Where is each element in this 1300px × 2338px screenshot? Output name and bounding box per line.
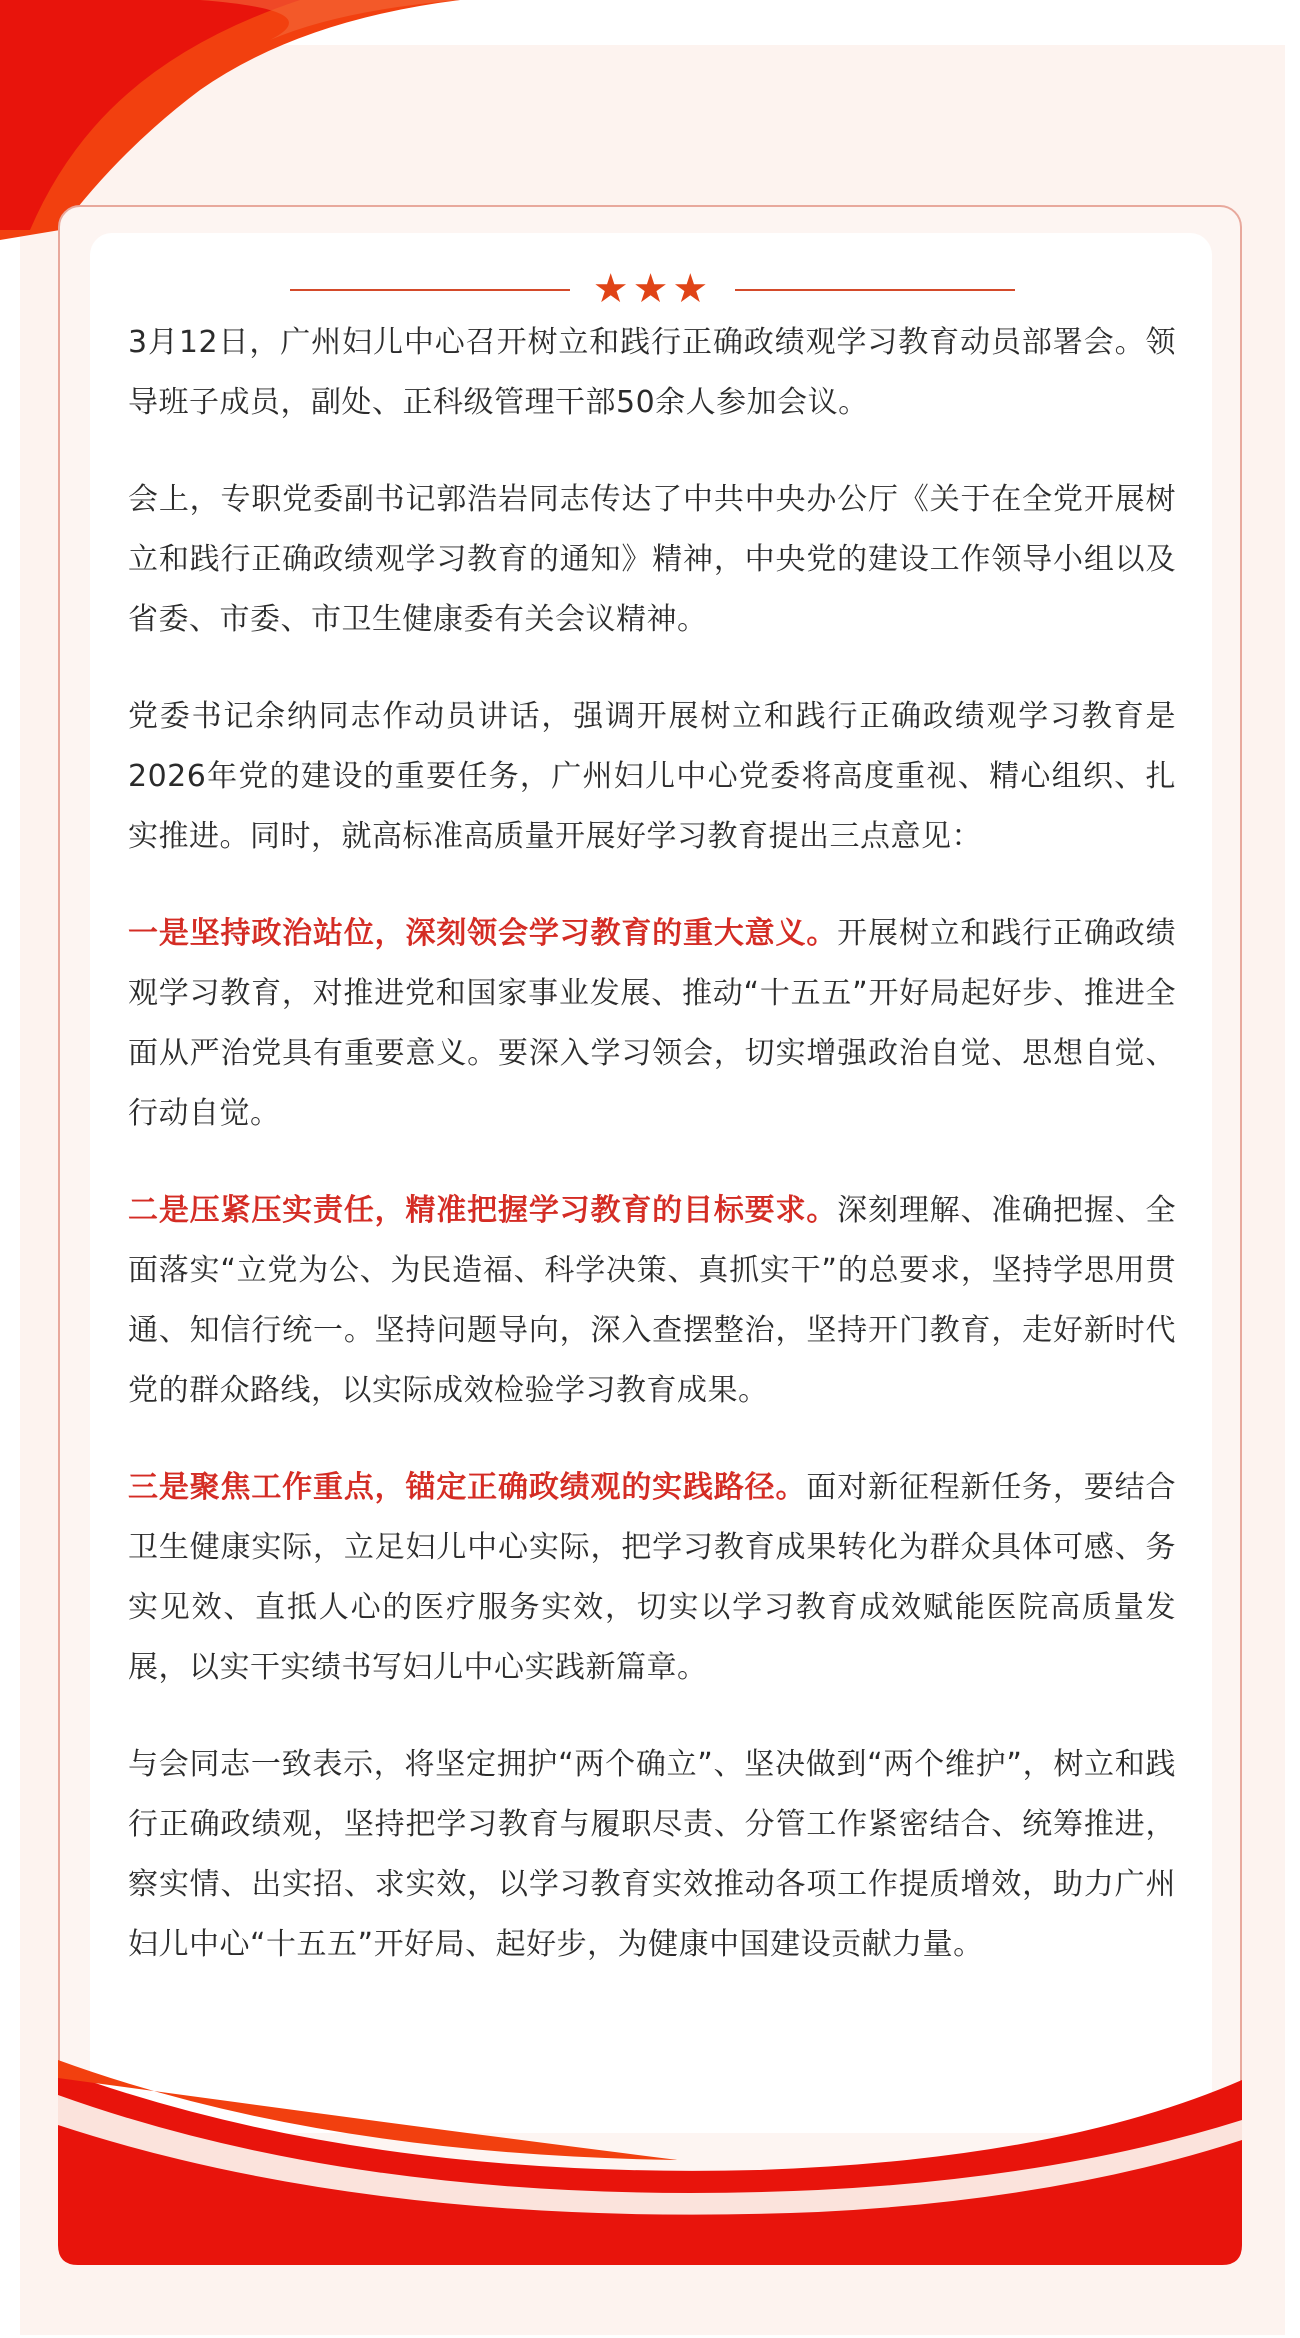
paragraph-2: 会上，专职党委副书记郭浩岩同志传达了中共中央办公厅《关于在全党开展树立和践行正确政绩观学习教育的通知》精神，中央党的建设工作领导小组以及省委、市委、市卫生健康委有关会议精神。: [128, 482, 1176, 637]
paragraph-5-heading: 二是压紧压实责任，精准把握学习教育的目标要求。: [128, 1193, 838, 1228]
paragraph-4-body: 开展树立和践行正确政绩观学习教育，对推进党和国家事业发展、推动“十五五”开好局起好步、推进全面从严治党具有重要意义。要深入学习领会，切实增强政治自觉、思想自觉、行动自觉。: [128, 916, 1177, 1131]
paragraph-3: 党委书记余纳同志作动员讲话，强调开展树立和践行正确政绩观学习教育是2026年党的建设的重要任务，广州妇儿中心党委将高度重视、精心组织、扎实推进。同时，就高标准高质量开展好学习教育提出三点意见：: [128, 699, 1176, 854]
divider-line-left: [290, 289, 570, 291]
paragraph-7: 与会同志一致表示，将坚定拥护“两个确立”、坚决做到“两个维护”，树立和践行正确政绩观，坚持把学习教育与履职尽责、分管工作紧密结合、统筹推进，察实情、出实招、求实效，以学习教育实效推动各项工作提质增效，助力广州妇儿中心“十五五”开好局、起好步，为健康中国建设贡献力量。: [128, 1747, 1176, 1962]
paragraph-1: 3月12日，广州妇儿中心召开树立和践行正确政绩观学习教育动员部署会。领导班子成员，副处、正科级管理干部50余人参加会议。: [128, 325, 1176, 420]
paragraph-6: [128, 1458, 1176, 1698]
divider-line-right: [735, 289, 1015, 291]
paragraph-6-heading: 三是聚焦工作重点，锚定正确政绩观的实践路径。: [128, 1470, 807, 1505]
star-divider: [0, 266, 1300, 312]
bottom-red-wave-decoration: [58, 2060, 1242, 2265]
divider-stars-icon: ★★★: [592, 266, 713, 312]
paragraph-4: [128, 904, 1176, 1144]
paragraph-5: [128, 1181, 1176, 1421]
paragraph-5-body: 深刻理解、准确把握、全面落实“立党为公、为民造福、科学决策、真抓实干”的总要求，坚持学思用贯通、知信行统一。坚持问题导向，深入查摆整治，坚持开门教育，走好新时代党的群众路线，以实际成效检验学习教育成果。: [128, 1193, 1177, 1408]
paragraph-4-heading: 一是坚持政治站位，深刻领会学习教育的重大意义。: [128, 916, 838, 951]
article-body: [128, 313, 1176, 2012]
paragraph-6-body: 面对新征程新任务，要结合卫生健康实际，立足妇儿中心实际，把学习教育成果转化为群众具体可感、务实见效、直抵人心的医疗服务实效，切实以学习教育成效赋能医院高质量发展，以实干实绩书写妇儿中心实践新篇章。: [128, 1470, 1177, 1685]
